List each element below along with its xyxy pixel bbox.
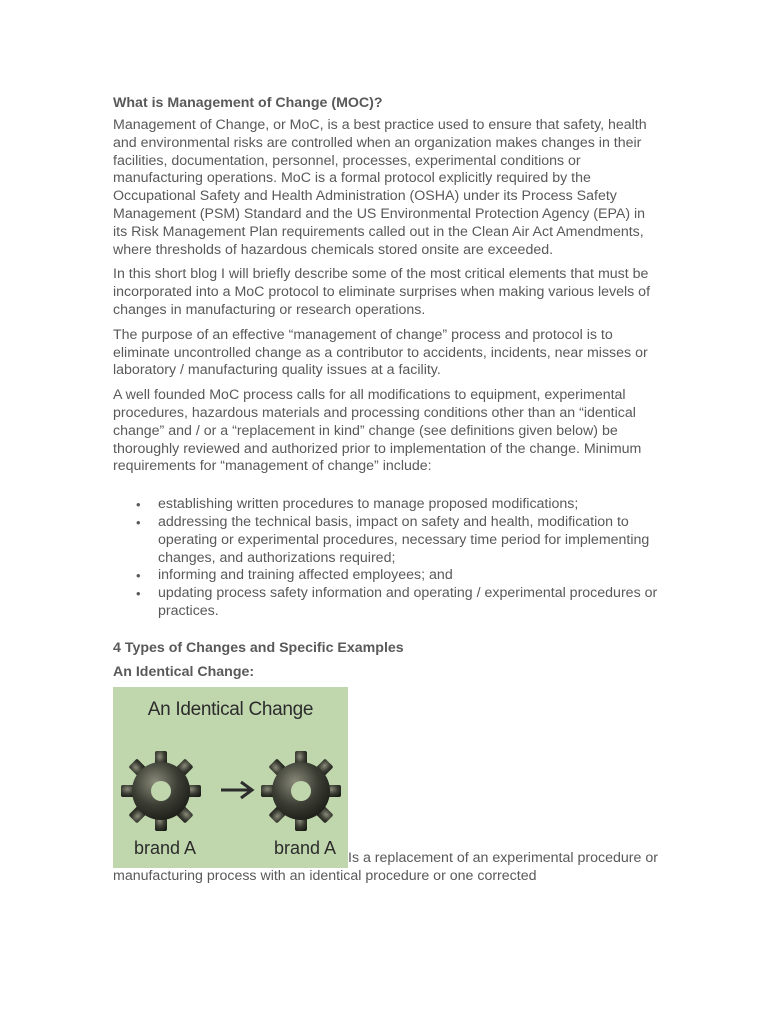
arrow-right-icon bbox=[219, 780, 257, 800]
paragraph-blog: In this short blog I will briefly describe some of the most critical elements that must be incorporated into a MoC protocol to eliminate surprises when making various levels of changes in manufacturing or research operations. bbox=[113, 266, 651, 318]
list-item: • establishing written procedures to manage proposed modifications; bbox=[158, 496, 658, 514]
requirements-list bbox=[113, 496, 658, 621]
list-item: • updating process safety information and operating / experimental procedures or practices. bbox=[158, 585, 658, 621]
paragraph-intro: Management of Change, or MoC, is a best practice used to ensure that safety, health and environmental risks are controlled when an organization makes changes in their facilities, documentation, personnel, processes, experimental conditions or manufacturing operations. MoC is a formal protocol explicitly required by the Occupational Safety and Health Administration (OSHA) under its Process Safety Management (PSM) Standard and the US Environmental Protection Agency (EPA) in its Risk Management Plan requirements called out in the Clean Air Act Amendments, where thresholds of hazardous chemicals stored onsite are exceeded. bbox=[113, 117, 647, 258]
paragraph-requirements: A well founded MoC process calls for all modifications to equipment, experimental procedures, hazardous materials and processing conditions other than an “identical change” and / or a “replacement in kind” change (see definitions given below) be thoroughly reviewed and authorized prior to implementation of the change. Minimum requirements for “management of change” include: bbox=[113, 387, 642, 475]
figure-label-left: brand A bbox=[134, 837, 197, 858]
paragraph-identical-change: Is a replacement of an experimental procedure or manufacturing process with an identical procedure or one corrected bbox=[113, 849, 658, 884]
subsection-title: An Identical Change: bbox=[113, 663, 255, 680]
page-title: What is Management of Change (MOC)? bbox=[113, 95, 383, 111]
section-title: 4 Types of Changes and Specific Examples bbox=[113, 639, 404, 656]
paragraph-purpose: The purpose of an effective “management of change” process and protocol is to eliminate uncontrolled change as a contributor to accidents, incidents, near misses or laboratory / manufacturing quality issues at a facility. bbox=[113, 326, 648, 379]
list-item: • addressing the technical basis, impact on safety and health, modification to operating or experimental procedures, necessary time period for implementing changes, and authorizations required; bbox=[158, 514, 658, 567]
figure-title: An Identical Change bbox=[147, 698, 314, 720]
figure-label-right: brand A bbox=[274, 837, 337, 858]
list-item: • informing and training affected employees; and bbox=[158, 567, 658, 585]
document-page bbox=[113, 92, 658, 886]
figure-paragraph bbox=[113, 687, 658, 886]
gear-icon bbox=[259, 749, 343, 833]
gear-icon bbox=[119, 749, 203, 833]
identical-change-figure bbox=[113, 687, 348, 868]
